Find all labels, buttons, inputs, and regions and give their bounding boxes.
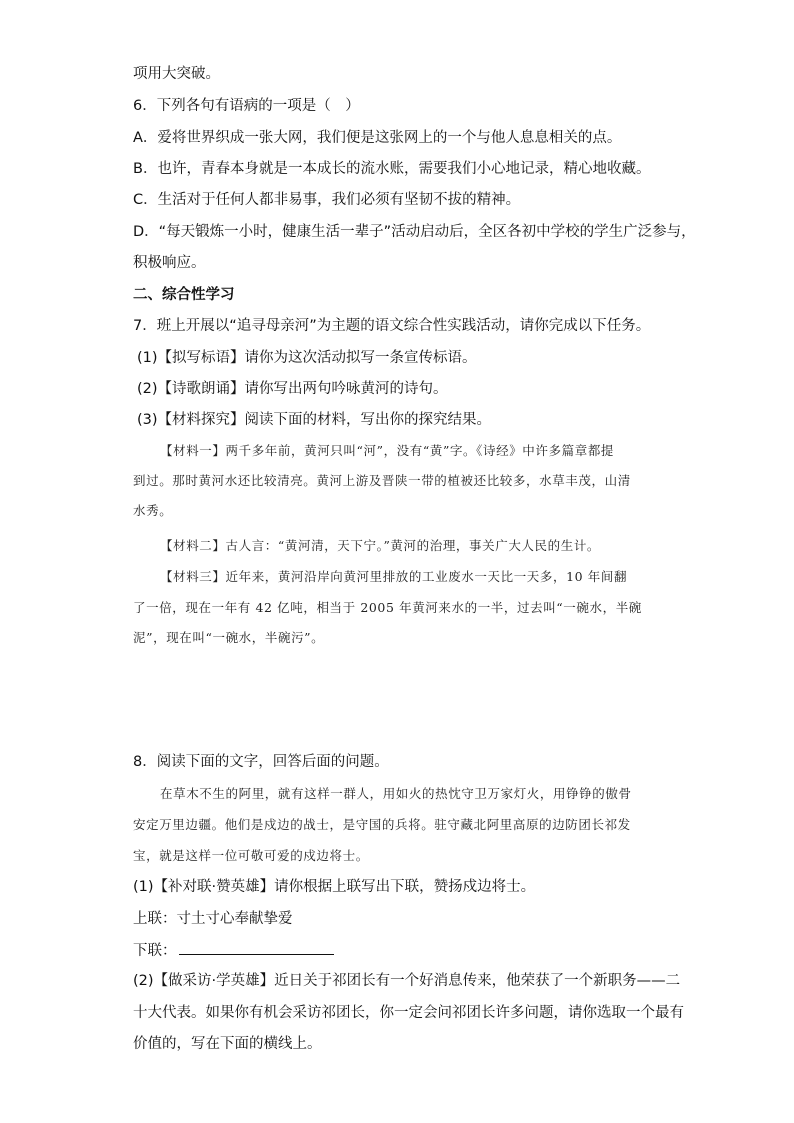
material-3-line: 泥”，现在叫“一碗水，半碗污”。	[133, 630, 325, 645]
q7-task-2: (2)【诗歌朗诵】请你写出两句吟咏黄河的诗句。	[137, 381, 448, 397]
q6-option-a: A．爱将世界织成一张大网，我们便是这张网上的一个与他人息息相关的点。	[133, 130, 622, 146]
lower-couplet-label: 下联：	[133, 943, 177, 959]
q8-task-2-cont: 十大代表。如果你有机会采访祁团长，你一定会问祁团长许多问题，请你选取一个最有	[133, 1005, 684, 1021]
q6-option-d-cont: 积极响应。	[133, 255, 206, 271]
answer-blank[interactable]	[179, 940, 334, 955]
material-2-line: 【材料二】古人言：“黄河清，天下宁。”黄河的治理，事关广大人民的生计。	[160, 538, 601, 553]
q8-passage-line: 安定万里边疆。他们是戍边的战士，是守国的兵将。驻守藏北阿里高原的边防团长祁发	[133, 817, 631, 832]
question-8-stem: 8．阅读下面的文字，回答后面的问题。	[133, 754, 389, 770]
q8-passage-line: 在草木不生的阿里，就有这样一群人，用如火的热忱守卫万家灯火，用铮铮的傲骨	[160, 786, 632, 801]
section-heading: 二、综合性学习	[133, 287, 235, 303]
q8-task-2: (2)【做采访·学英雄】近日关于祁团长有一个好消息传来，他荣获了一个新职务——二	[133, 973, 681, 989]
q6-option-d: D．“每天锻炼一小时，健康生活一辈子”活动启动后，全区各初中学校的学生广泛参与，	[133, 224, 696, 240]
q7-task-1: (1)【拟写标语】请你为这次活动拟写一条宣传标语。	[137, 350, 477, 366]
material-1-line: 【材料一】两千多年前，黄河只叫“河”，没有“黄”字。《诗经》中许多篇章都提	[160, 443, 615, 458]
q8-task-1: (1)【补对联·赞英雄】请你根据上联写出下联，赞扬戍边将士。	[133, 879, 536, 895]
question-6-stem: 6．下列各句有语病的一项是（ ）	[133, 98, 360, 114]
q8-lower-couplet	[133, 940, 334, 961]
q6-option-c: C．生活对于任何人都非易事，我们必须有坚韧不拔的精神。	[133, 192, 521, 208]
material-1-line: 水秀。	[133, 503, 173, 518]
q7-task-3: (3)【材料探究】阅读下面的材料，写出你的探究结果。	[137, 412, 492, 428]
q6-option-b: B．也许，青春本身就是一本成长的流水账，需要我们小心地记录，精心地收藏。	[133, 161, 651, 177]
text-line: 项用大突破。	[133, 66, 220, 82]
q8-passage-line: 宝，就是这样一位可敬可爱的戍边将士。	[133, 848, 369, 863]
material-3-line: 【材料三】近年来，黄河沿岸向黄河里排放的工业废水一天比一天多，10 年间翻	[160, 569, 628, 584]
q8-upper-couplet: 上联：寸土寸心奉献挚爱	[133, 911, 293, 927]
question-7-stem: 7．班上开展以“追寻母亲河”为主题的语文综合性实践活动，请你完成以下任务。	[133, 318, 651, 334]
q8-task-2-cont: 价值的，写在下面的横线上。	[133, 1036, 322, 1052]
material-1-line: 到过。那时黄河水还比较清亮。黄河上游及晋陕一带的植被还比较多，水草丰茂，山清	[133, 473, 631, 488]
material-3-line: 了一倍，现在一年有 42 亿吨，相当于 2005 年黄河来水的一半，过去叫“一碗水，半碗	[133, 600, 642, 615]
